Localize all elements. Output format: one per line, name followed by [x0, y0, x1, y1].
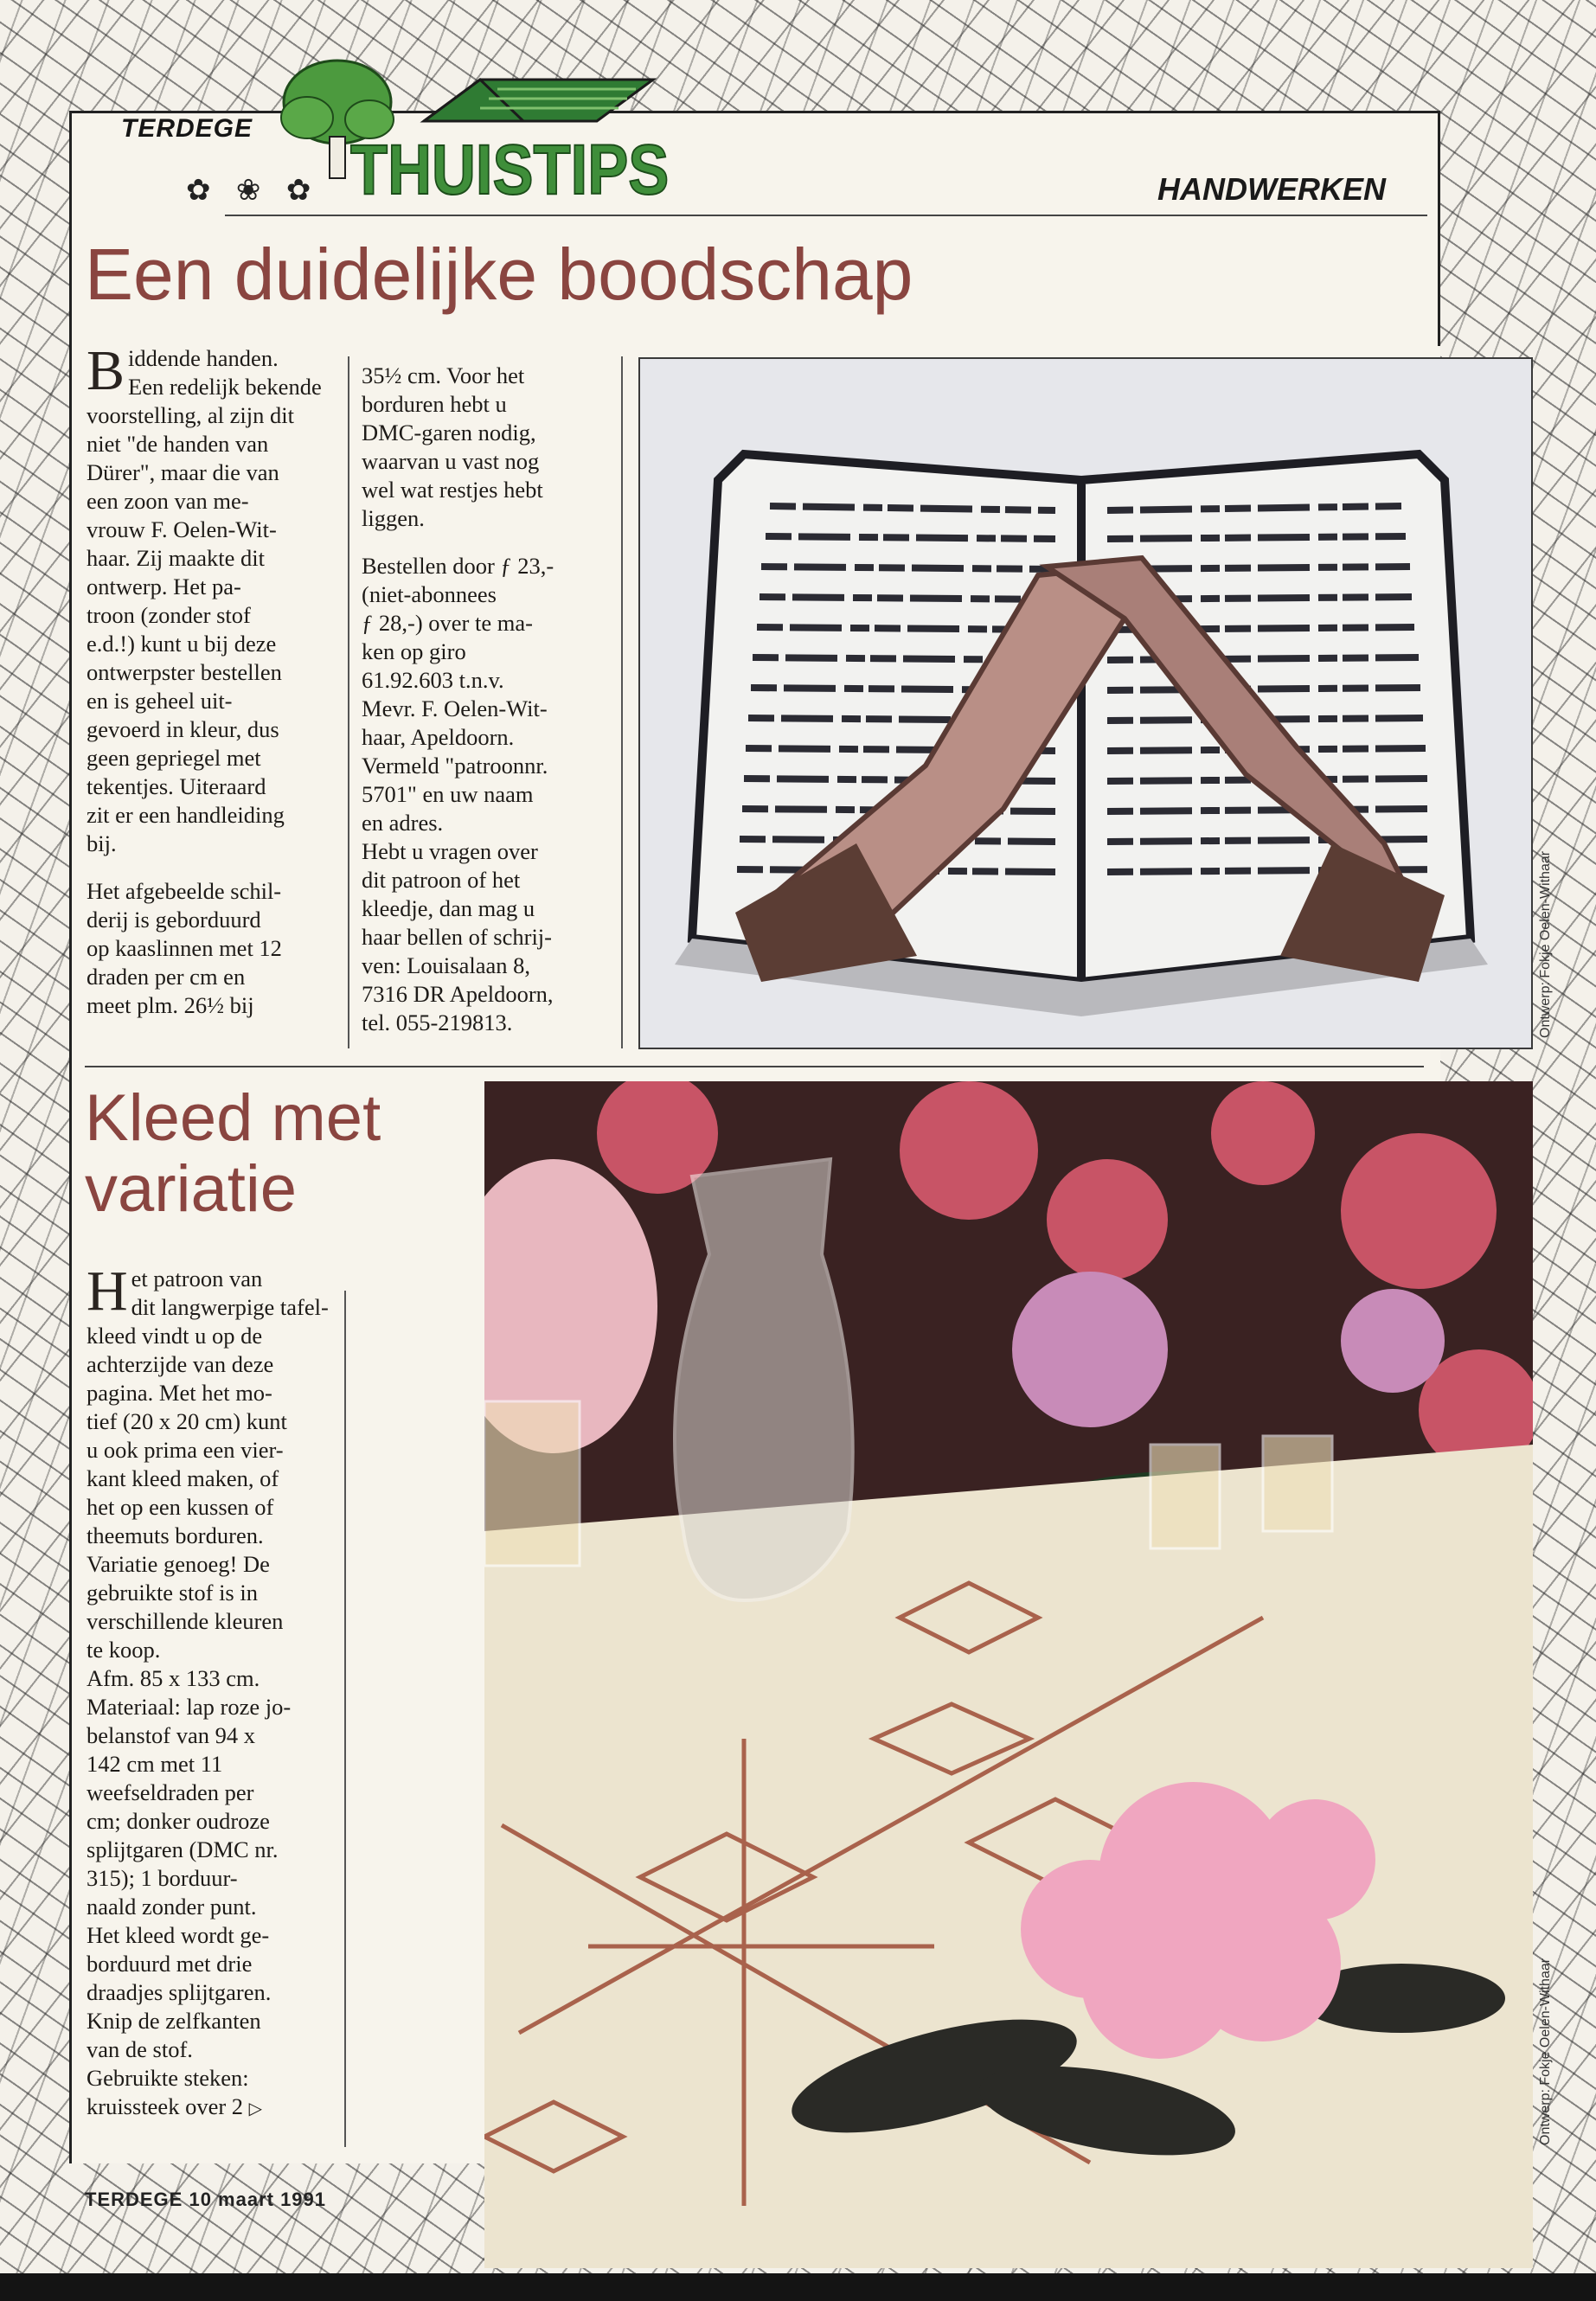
- brand-small: TERDEGE: [121, 114, 253, 143]
- article-1-paragraph: Bestellen door ƒ 23,- (niet-abonnees ƒ 28,-) over te ma- ken op giro 61.92.603 t.n.v. Mevr. F. Oelen-Wit- haar, Apeldoorn. Vermeld "patroonnr. 5701" en uw naam en adres. Hebt u vragen over dit patroon of het kleedje, dan mag u haar bellen of schrij- ven: Louisalaan 8, 7316 DR Apeldoorn, tel. 055-219813.: [362, 553, 554, 1035]
- dropcap: H: [87, 1259, 128, 1323]
- photo-credit: Ontwerp: Fokje Oelen-Withaar: [1538, 1958, 1553, 2145]
- column-divider: [344, 1291, 346, 2147]
- article-1-column-2: [362, 362, 621, 1056]
- column-divider: [621, 356, 623, 1048]
- article-1-paragraph: iddende handen. Een redelijk bekende voorstelling, al zijn dit niet "de handen van Dürer", maar die van een zoon van me- vrouw F. Oelen-Wit- haar. Zij maakte dit ontwerp. Het pa- troon (zonder stof e.d.!) kunt u bij deze ontwerpster bestellen en is geheel uit- gevoerd in kleur, dus geen gepriegel met tekentjes. Uiteraard zit er een handleiding bij.: [87, 345, 322, 856]
- brand-title: THUISTIPS: [350, 131, 670, 209]
- article-rule: [85, 1066, 1424, 1067]
- headline-article-1: Een duidelijke boodschap: [85, 234, 913, 315]
- headline-article-2: [85, 1083, 381, 1225]
- tablecloth-photo: [484, 1081, 1533, 2268]
- headline-line: Kleed met: [85, 1081, 381, 1155]
- panel-border: [1438, 111, 1440, 346]
- headline-line: variatie: [85, 1152, 297, 1226]
- section-label: HANDWERKEN: [1157, 171, 1386, 207]
- masthead-rule: [225, 215, 1427, 216]
- flower-ornament-icon: ✿ ❀ ✿: [186, 174, 320, 207]
- article-1-column-1: [87, 339, 337, 1039]
- page-footer: TERDEGE 10 maart 1991: [85, 2189, 327, 2210]
- article-2-paragraph: et patroon van dit langwerpige tafel- kleed vindt u op de achterzijde van deze pagina. Met het mo- tief (20 x 20 cm) kunt u ook prima een vier- kant kleed maken, of het op een kussen of theemuts borduren. Variatie genoeg! De gebruikte stof is in verschillende kleuren te koop. Afm. 85 x 133 cm. Materiaal: lap roze jo- belanstof van 94 x 142 cm met 11 weefseldraden per cm; donker oudroze splijtgaren (DMC nr. 315); 1 borduur- naald zonder punt. Het kleed wordt ge- borduurd met drie draadjes splijtgaren. Knip de zelfkanten van de stof. Gebruikte steken: kruissteek over 2: [87, 1266, 329, 2119]
- column-divider: [348, 356, 349, 1048]
- bottom-edge: [0, 2273, 1596, 2301]
- article-1-paragraph: Het afgebeelde schil- derij is geborduurd op kaaslinnen met 12 draden per cm en meet plm. 26½ bij: [87, 878, 282, 1018]
- article-1-paragraph: 35½ cm. Voor het borduren hebt u DMC-garen nodig, waarvan u vast nog wel wat restjes hebt liggen.: [362, 362, 543, 531]
- dropcap: B: [87, 339, 125, 402]
- photo-credit: Ontwerp: Fokje Oelen-Withaar: [1538, 850, 1553, 1038]
- article-2-column: [87, 1259, 346, 2142]
- continue-arrow-icon: ▷: [248, 2098, 263, 2118]
- praying-hands-embroidery-photo: [638, 357, 1533, 1049]
